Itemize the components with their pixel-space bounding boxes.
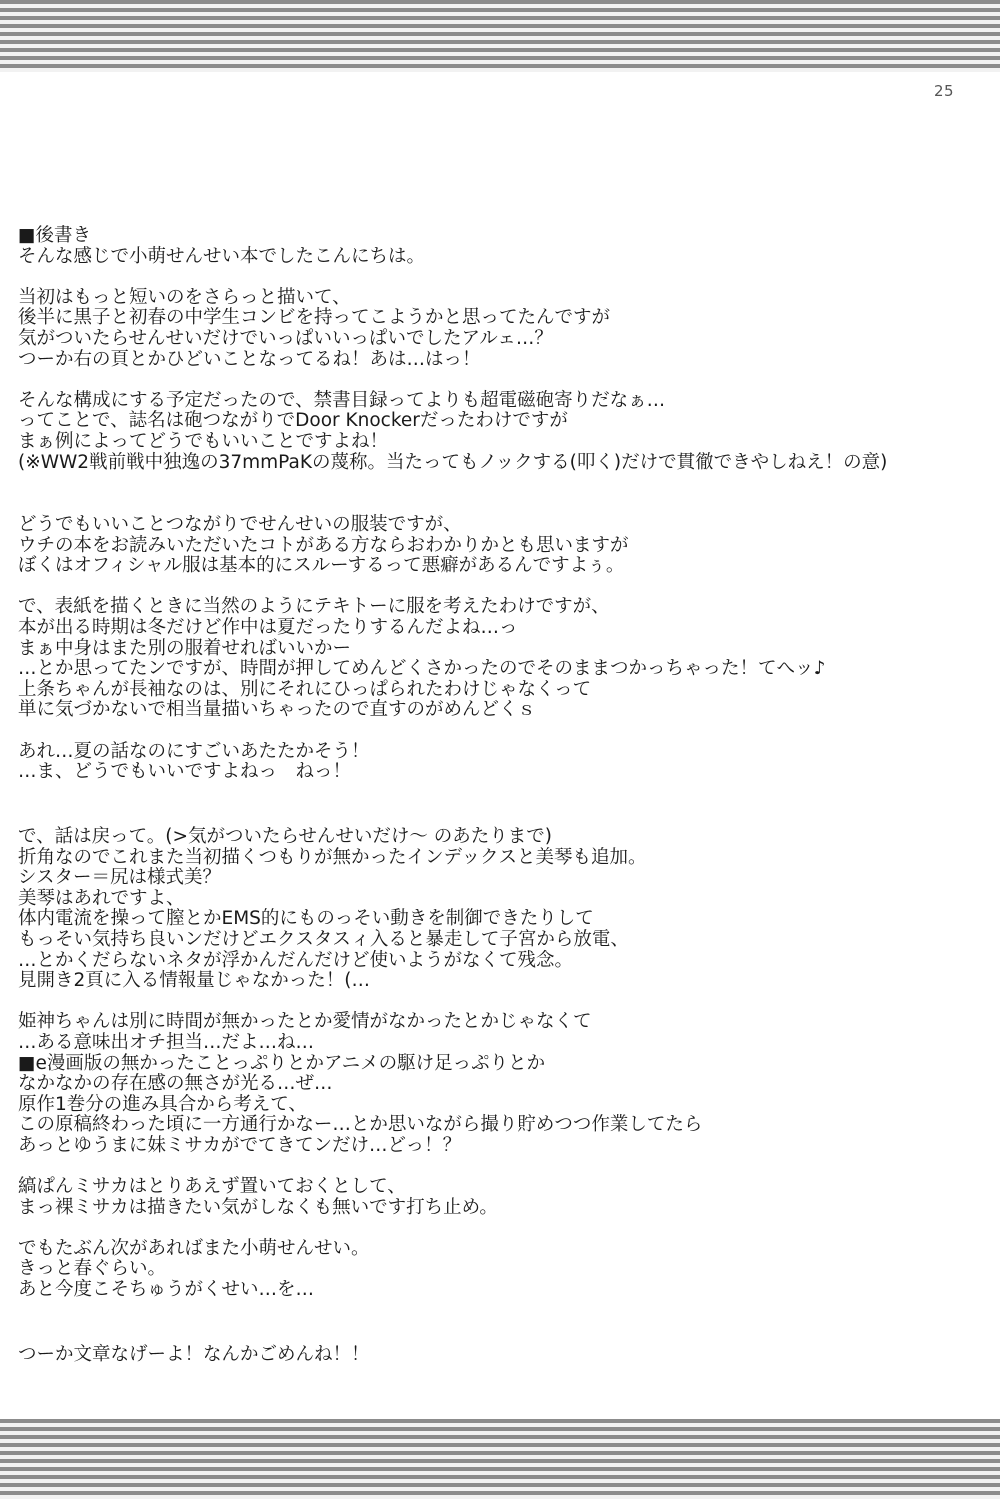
text-line: …ま、どうでもいいですよねっ ねっ！ xyxy=(18,761,352,783)
text-line: つーか右の頁とかひどいことなってるね！あは…はっ！ xyxy=(18,348,481,370)
text-line: どうでもいいことつながりでせんせいの服装ですが、 xyxy=(18,514,462,535)
text-line: まっ裸ミサカは描きたい気がしなくも無いです打ち止め。 xyxy=(18,1196,498,1218)
text-line: あっとゆうまに妹ミサカがでてきてンだけ…どっ！？ xyxy=(18,1134,462,1156)
text-line: 体内電流を操って膣とかEMS的にものっそい動きを制御できたりして xyxy=(18,908,594,930)
afterword-costume-block xyxy=(18,515,988,783)
text-line: 後半に黒子と初春の中学生コンビを持ってこようかと思ってたんですが xyxy=(18,307,611,329)
text-line: (※WW2戦前戦中独逸の37mmPaKの蔑称。当たってもノックする(叩く)だけで貫徹できやしねえ！の意) xyxy=(18,451,888,473)
text-line: まぁ例によってどうでもいいことですよね！ xyxy=(18,430,389,452)
text-line: 折角なのでこれまた当初描くつもりが無かったインデックスと美琴も追加。 xyxy=(18,846,647,868)
text-line: 原作1巻分の進み具合から考えて、 xyxy=(18,1093,307,1115)
bottom-stripe-border xyxy=(0,1419,1000,1499)
afterword-closing-block xyxy=(18,1345,988,1366)
text-line xyxy=(18,267,988,288)
text-line xyxy=(18,721,988,742)
text-line: 姫神ちゃんは別に時間が無かったとか愛情がなかったとかじゃなくて xyxy=(18,1011,592,1033)
page-number: 25 xyxy=(934,82,955,100)
text-line: まぁ中身はまた別の服着せればいいかー xyxy=(18,637,352,659)
text-line: もっそい気持ち良いンだけどエクスタスィ入ると暴走して子宮から放電、 xyxy=(18,928,629,950)
afterword-characters-block xyxy=(18,827,988,1301)
text-line: でもたぶん次があればまた小萌せんせい。 xyxy=(18,1237,370,1259)
text-line: 単に気づかないで相当量描いちゃったので直すのがめんどくｓ xyxy=(18,699,537,721)
text-line xyxy=(18,992,988,1013)
top-stripe-border xyxy=(0,0,1000,72)
text-line: ■後書き xyxy=(18,225,91,246)
text-line: ウチの本をお読みいただいたコトがある方ならおわかりかとも思いますが xyxy=(18,534,629,556)
text-line: 美琴はあれですよ、 xyxy=(18,887,185,909)
text-line: 当初はもっと短いのをさらっと描いて、 xyxy=(18,286,351,308)
text-line: で、表紙を描くときに当然のようにテキトーに服を考えたわけですが、 xyxy=(18,596,610,618)
text-line: ってことで、誌名は砲つながりでDoor Knockerだったわけですが xyxy=(18,410,568,432)
text-line: …とか思ってたンですが、時間が押してめんどくさかったのでそのままつかっちゃった！てへッ♪ xyxy=(18,658,826,680)
text-line: そんな構成にする予定だったので、禁書目録ってよりも超電磁砲寄りだなぁ… xyxy=(18,389,666,411)
text-line: あと今度こそちゅうがくせい…を… xyxy=(18,1279,315,1301)
text-line xyxy=(18,1157,988,1178)
text-line: で、話は戻って。(>気がついたらせんせいだけ～ のあたりまで) xyxy=(18,826,553,847)
text-line: きっと春ぐらい。 xyxy=(18,1258,167,1280)
text-line: シスター＝尻は様式美？ xyxy=(18,867,221,889)
text-line: あれ…夏の話なのにすごいあたたかそう！ xyxy=(18,740,370,762)
text-line: そんな感じで小萌せんせい本でしたこんにちは。 xyxy=(18,245,426,267)
text-line: 本が出る時期は冬だけど作中は夏だったりするんだよね…っ xyxy=(18,616,518,638)
text-line: 縞ぱんミサカはとりあえず置いておくとして、 xyxy=(18,1176,406,1198)
text-line xyxy=(18,577,988,598)
text-line: 上条ちゃんが長袖なのは、別にそれにひっぱられたわけじゃなくって xyxy=(18,678,592,700)
text-line xyxy=(18,1218,988,1239)
text-line: ■e漫画版の無かったことっぷりとかアニメの駆け足っぷりとか xyxy=(18,1052,546,1074)
text-line xyxy=(18,370,988,391)
text-line: …ある意味出オチ担当…だよ…ね… xyxy=(18,1031,315,1053)
text-line: なかなかの存在感の無さが光る…ぜ… xyxy=(18,1073,333,1095)
text-line: この原稿終わった頃に一方通行かなー…とか思いながら撮り貯めつつ作業してたら xyxy=(18,1114,703,1136)
text-line: 気がついたらせんせいだけでいっぱいいっぱいでしたアルェ…？ xyxy=(18,327,553,349)
afterword-intro-block xyxy=(18,226,988,473)
text-line: 見開き2頁に入る情報量じゃなかった！(… xyxy=(18,970,370,992)
text-line: ぼくはオフィシャル服は基本的にスルーするって悪癖があるんですよぅ。 xyxy=(18,555,625,577)
text-line: …とかくだらないネタが浮かんだんだけど使いようがなくて残念。 xyxy=(18,949,574,971)
text-line: つーか文章なげーよ！なんかごめんね！！ xyxy=(18,1344,370,1365)
